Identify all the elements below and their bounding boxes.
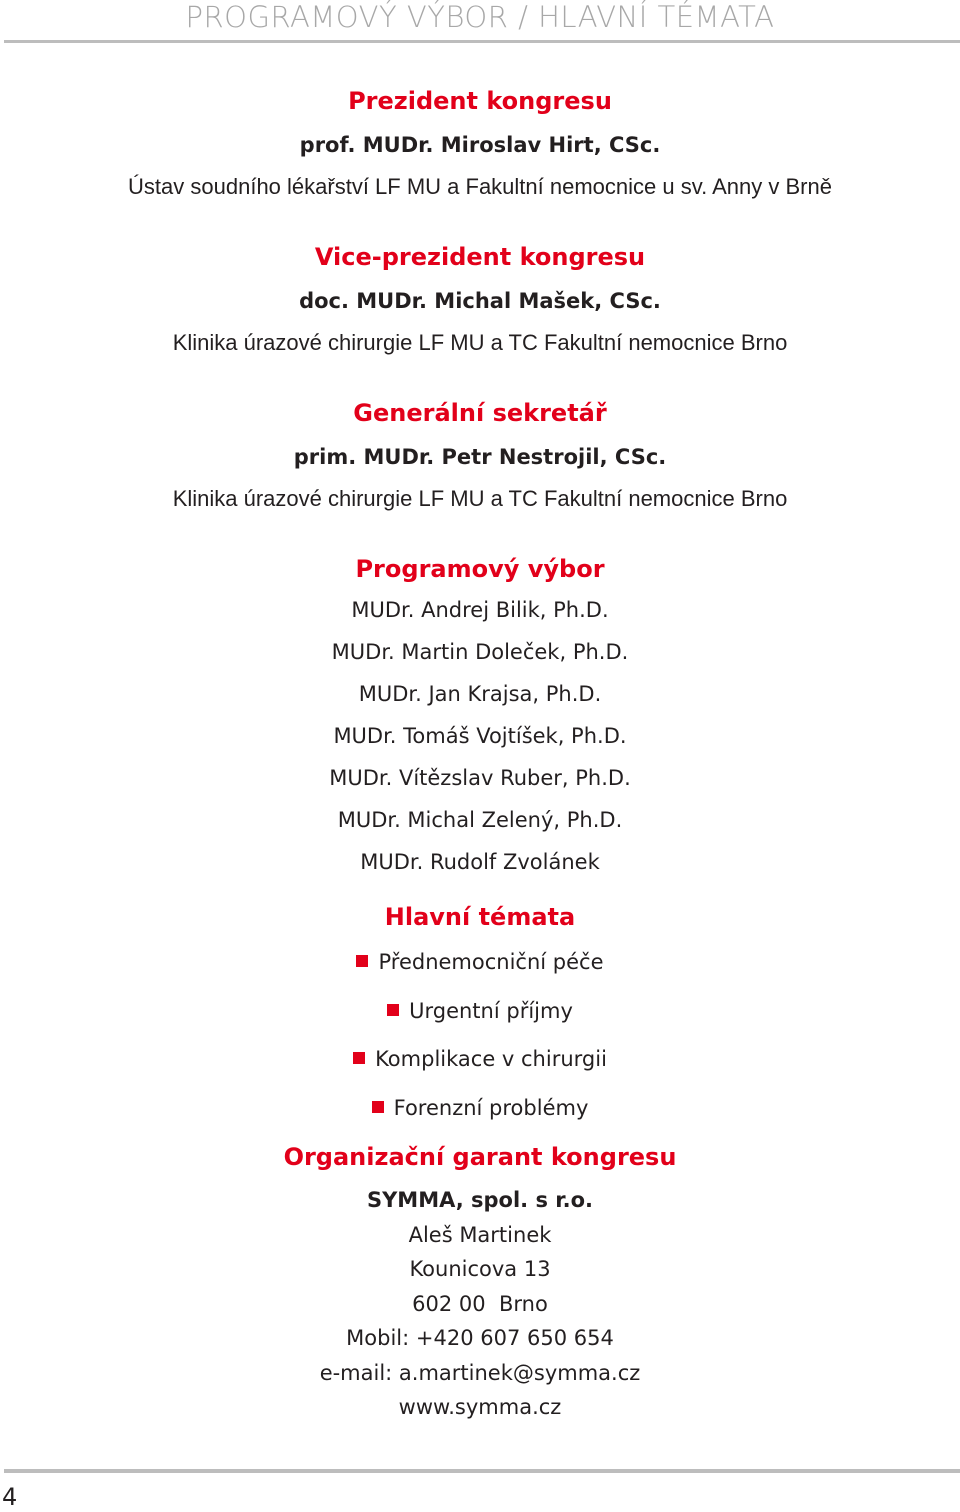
president-heading: Prezident kongresu — [348, 87, 612, 115]
list-item: MUDr. Andrej Bilik, Ph.D. — [351, 598, 609, 622]
vice-president-name: doc. MUDr. Michal Mašek, CSc. — [299, 289, 661, 313]
main-topics-heading: Hlavní témata — [384, 903, 576, 931]
organizer-section — [0, 1142, 960, 1421]
square-bullet-icon — [387, 1004, 399, 1016]
vice-president-section — [0, 242, 960, 357]
organizer-phone: Mobil: +420 607 650 654 — [346, 1326, 614, 1350]
president-section — [0, 86, 960, 201]
list-item: MUDr. Vítězslav Ruber, Ph.D. — [329, 766, 631, 790]
topic-label: Přednemocniční péče — [378, 950, 604, 974]
main-topics-section — [0, 902, 960, 1122]
secretary-affiliation: Klinika úrazové chirurgie LF MU a TC Fakultní nemocnice Brno — [172, 486, 788, 511]
organizer-heading: Organizační garant kongresu — [283, 1143, 677, 1171]
list-item — [0, 997, 960, 1025]
list-item — [0, 1045, 960, 1073]
list-item: MUDr. Jan Krajsa, Ph.D. — [358, 682, 602, 706]
program-committee-list — [0, 596, 960, 876]
vice-president-affiliation: Klinika úrazové chirurgie LF MU a TC Fakultní nemocnice Brno — [172, 330, 788, 355]
topic-label: Forenzní problémy — [393, 1095, 589, 1120]
main-topics-list — [0, 948, 960, 1122]
secretary-name: prim. MUDr. Petr Nestrojil, CSc. — [293, 445, 667, 469]
list-item: MUDr. Michal Zelený, Ph.D. — [337, 808, 623, 832]
organizer-contact: Aleš Martinek — [408, 1222, 552, 1247]
header-divider — [4, 40, 960, 43]
topic-label: Urgentní příjmy — [409, 998, 573, 1023]
list-item — [0, 948, 960, 976]
page-number: 4 — [2, 1483, 18, 1511]
square-bullet-icon — [353, 1052, 365, 1064]
president-name: prof. MUDr. Miroslav Hirt, CSc. — [299, 133, 661, 157]
vice-president-heading: Vice-prezident kongresu — [314, 243, 646, 271]
footer-divider — [4, 1469, 960, 1473]
secretary-section — [0, 398, 960, 513]
program-committee-section — [0, 554, 960, 876]
organizer-company: SYMMA, spol. s r.o. — [366, 1188, 594, 1212]
square-bullet-icon — [372, 1101, 384, 1113]
program-committee-heading: Programový výbor — [355, 555, 605, 583]
organizer-email: e-mail: a.martinek@symma.cz — [319, 1360, 641, 1385]
topic-label: Komplikace v chirurgii — [375, 1047, 607, 1071]
organizer-city: 602 00 Brno — [412, 1291, 548, 1316]
page-header-title: PROGRAMOVÝ VÝBOR / HLAVNÍ TÉMATA — [185, 0, 775, 34]
page-content — [0, 86, 960, 1462]
president-affiliation: Ústav soudního lékařství LF MU a Fakultní nemocnice u sv. Anny v Brně — [128, 174, 832, 199]
list-item: MUDr. Martin Doleček, Ph.D. — [331, 640, 629, 664]
list-item: MUDr. Tomáš Vojtíšek, Ph.D. — [333, 724, 627, 748]
secretary-heading: Generální sekretář — [353, 399, 607, 427]
list-item — [0, 1094, 960, 1122]
organizer-web: www.symma.cz — [398, 1395, 562, 1419]
square-bullet-icon — [356, 955, 368, 967]
organizer-street: Kounicova 13 — [409, 1257, 551, 1281]
list-item: MUDr. Rudolf Zvolánek — [360, 850, 600, 874]
